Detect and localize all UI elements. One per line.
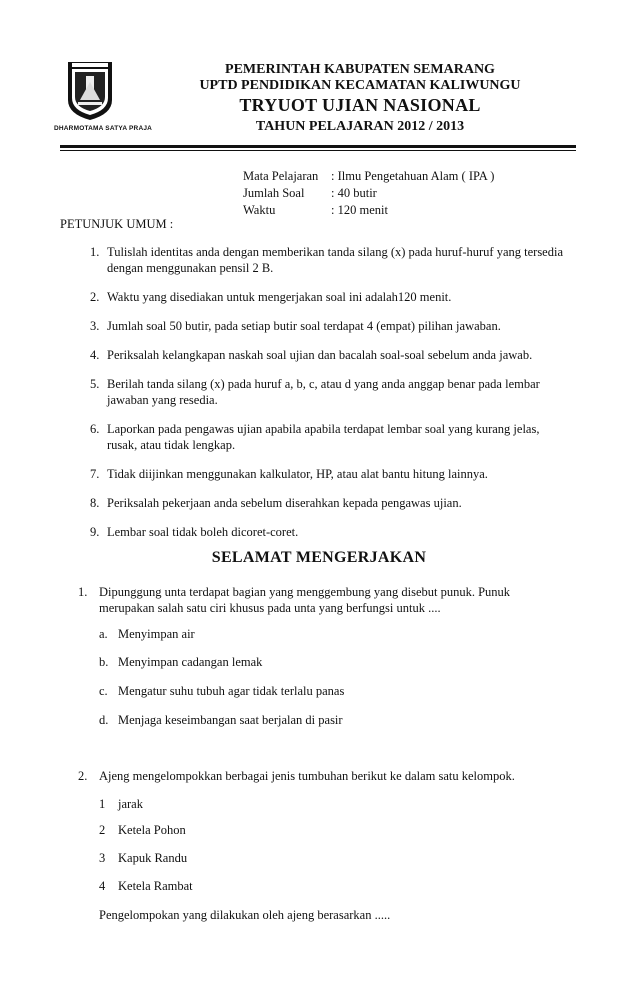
question-2 (78, 768, 558, 786)
header-rule-thin (60, 150, 576, 151)
question-text: Ajeng mengelompokkan berbagai jenis tumbuhan berikut ke dalam satu kelompok. (99, 769, 515, 783)
rules-list (80, 244, 570, 553)
option-c: c. Mengatur suhu tubuh agar tidak terlalu panas (99, 684, 345, 698)
plant-item-3: 3 Kapuk Randu (99, 851, 188, 865)
header-rule-thick (60, 145, 576, 148)
plant-item-2: 2 Ketela Pohon (99, 823, 186, 837)
meta-key: Mata Pelajaran (243, 169, 319, 183)
list-item: 5. Berilah tanda silang (x) pada huruf a, b, c, atau d yang anda anggap benar pada lembar jawaban yang resedia. (90, 377, 540, 407)
meta-value: : 40 butir (331, 186, 377, 200)
emblem-motto: DHARMOTAMA SATYA PRAJA (54, 125, 153, 132)
meta-key: Jumlah Soal (243, 186, 305, 200)
meta-value: : Ilmu Pengetahuan Alam ( IPA ) (331, 169, 495, 183)
question-number: 1. (78, 585, 88, 599)
plant-item-1: 1 jarak (99, 797, 143, 811)
header-office: UPTD PENDIDIKAN KECAMATAN KALIWUNGU (199, 78, 521, 93)
question-number: 2. (78, 769, 88, 783)
regency-emblem-icon (66, 60, 114, 122)
list-item: 1. Tulislah identitas anda dengan memberikan tanda silang (x) pada huruf-huruf yang tersedia dengan menggunakan pensil 2 B. (90, 245, 563, 275)
petunjuk-heading: PETUNJUK UMUM : (60, 217, 174, 231)
list-item: 6. Laporkan pada pengawas ujian apabila apabila terdapat lembar soal yang kurang jelas, rusak, atau tidak lengkap. (90, 422, 540, 452)
list-item: 8. Periksalah pekerjaan anda sebelum diserahkan kepada pengawas ujian. (90, 496, 462, 510)
option-d: d. Menjaga keseimbangan saat berjalan di pasir (99, 713, 343, 727)
header-exam-title: TRYUOT UJIAN NASIONAL (239, 95, 481, 115)
question-1 (78, 584, 558, 618)
list-item: 2. Waktu yang disediakan untuk mengerjakan soal ini adalah120 menit. (90, 290, 452, 304)
meta-key: Waktu (243, 203, 276, 217)
list-item: 4. Periksalah kelangkapan naskah soal ujian dan bacalah soal-soal sebelum anda jawab. (90, 348, 533, 362)
meta-value: : 120 menit (331, 203, 388, 217)
header-academic-year: TAHUN PELAJARAN 2012 / 2013 (255, 119, 465, 134)
list-item: 9. Lembar soal tidak boleh dicoret-coret. (90, 525, 299, 539)
question-prompt: Pengelompokan yang dilakukan oleh ajeng berasarkan ..... (99, 908, 391, 922)
plant-item-4: 4 Ketela Rambat (99, 879, 193, 893)
list-item: 7. Tidak diijinkan menggunakan kalkulator, HP, atau alat bantu hitung lainnya. (90, 467, 488, 481)
list-item: 3. Jumlah soal 50 butir, pada setiap butir soal terdapat 4 (empat) pilihan jawaban. (90, 319, 501, 333)
header-government: PEMERINTAH KABUPATEN SEMARANG (225, 62, 495, 77)
selamat-heading: SELAMAT MENGERJAKAN (211, 549, 427, 566)
question-text: Dipunggung unta terdapat bagian yang menggembung yang disebut punuk. Punuk merupakan salah satu ciri khusus pada unta yang berfungsi untuk .... (99, 585, 511, 615)
option-b: b. Menyimpan cadangan lemak (99, 655, 263, 669)
option-a: a. Menyimpan air (99, 627, 195, 641)
